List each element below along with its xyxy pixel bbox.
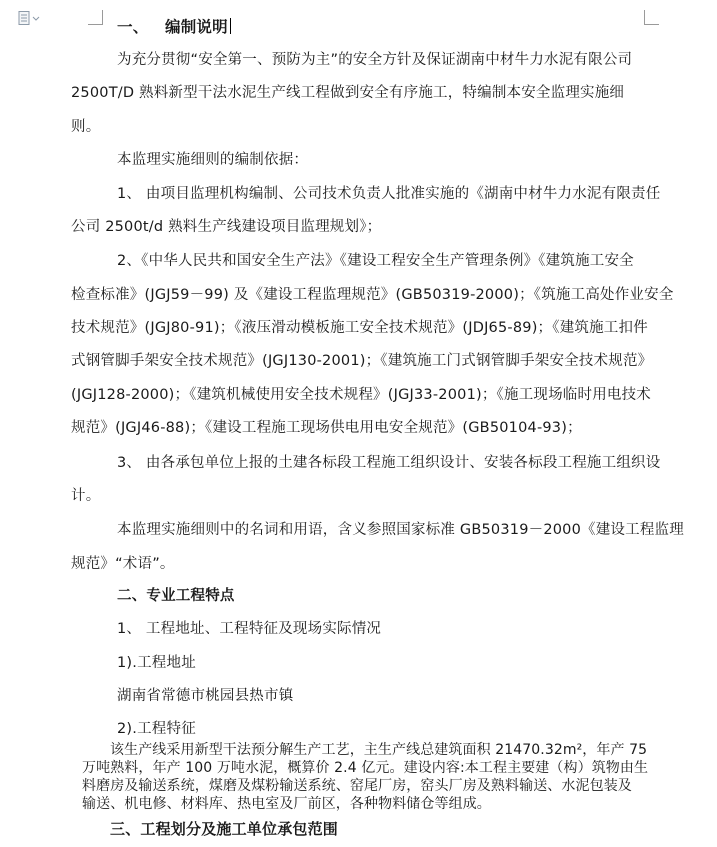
basis-item-2-line: 技术规范》(JGJ80-91)；《液压滑动模板施工安全技术规范》(JDJ65-89)；《建筑施工扣件 <box>71 320 648 336</box>
terms-line: 规范》“术语”。 <box>71 556 175 572</box>
basis-item-2-line: (JGJ128-2000)；《建筑机械使用安全技术规程》(JGJ33-2001)；《施工现场临时用电技术 <box>71 387 651 403</box>
heading-2: 二、专业工程特点 <box>117 588 235 604</box>
heading-1-title: 编制说明 <box>165 18 228 36</box>
subheading-1-2: 2).工程特征 <box>117 721 196 737</box>
address-text: 湖南省常德市桃园县热市镇 <box>117 688 294 704</box>
subheading-1: 1、 工程地址、工程特征及现场实际情况 <box>117 621 382 637</box>
crop-mark-top-left <box>88 10 103 25</box>
intro-line: 则。 <box>71 119 101 135</box>
basis-item-2-line: 检查标准》(JGJ59－99) 及《建设工程监理规范》(GB50319-2000)；《筑施工高处作业安全 <box>71 287 674 303</box>
basis-item-1-line: 1、 由项目监理机构编制、公司技术负责人批准实施的《湖南中材牛力水泥有限责任 <box>117 186 661 202</box>
basis-item-2-line: 规范》(JGJ46-88)；《建设工程施工现场供电用电安全规范》(GB50104-93)； <box>71 420 582 436</box>
heading-1-number: 一、 <box>117 18 149 36</box>
feature-line: 料磨房及输送系统，煤磨及煤粉输送系统、窑尾厂房，窑头厂房及熟料输送、水泥包装及 <box>82 778 632 794</box>
basis-item-2-line: 2、《中华人民共和国安全生产法》《建设工程安全生产管理条例》《建筑施工安全 <box>117 253 634 269</box>
basis-title: 本监理实施细则的编制依据： <box>117 152 309 168</box>
basis-item-2-line: 式钢管脚手架安全技术规范》(JGJ130-2001)；《建筑施工门式钢管脚手架安全技术规范》 <box>71 353 653 369</box>
intro-line: 2500T/D 熟料新型干法水泥生产线工程做到安全有序施工，特编制本安全监理实施细 <box>71 85 625 101</box>
basis-item-1-line: 公司 2500t/d 熟料生产线建设项目监理规划》； <box>71 219 382 235</box>
subheading-1-1: 1).工程地址 <box>117 655 196 671</box>
document-icon <box>18 11 40 25</box>
terms-line: 本监理实施细则中的名词和用语，含义参照国家标准 GB50319－2000《建设工程监理 <box>117 522 684 538</box>
feature-line: 万吨熟料，年产 100 万吨水泥，概算价 2.4 亿元。建设内容:本工程主要建（构）筑物由生 <box>82 760 649 776</box>
heading-1 <box>117 15 717 37</box>
feature-line: 输送、机电修、材料库、热电室及厂前区，各种物料储仓等组成。 <box>82 796 491 812</box>
heading-3: 三、工程划分及施工单位承包范围 <box>110 820 339 838</box>
intro-line: 为充分贯彻“安全第一、预防为主”的安全方针及保证湖南中材牛力水泥有限公司 <box>117 52 633 68</box>
feature-line: 该生产线采用新型干法预分解生产工艺，主生产线总建筑面积 21470.32m²，年产 75 <box>110 742 648 758</box>
text-cursor <box>230 18 231 34</box>
basis-item-3-line: 计。 <box>71 488 101 504</box>
basis-item-3-line: 3、 由各承包单位上报的土建各标段工程施工组织设计、安装各标段工程施工组织设 <box>117 455 661 471</box>
